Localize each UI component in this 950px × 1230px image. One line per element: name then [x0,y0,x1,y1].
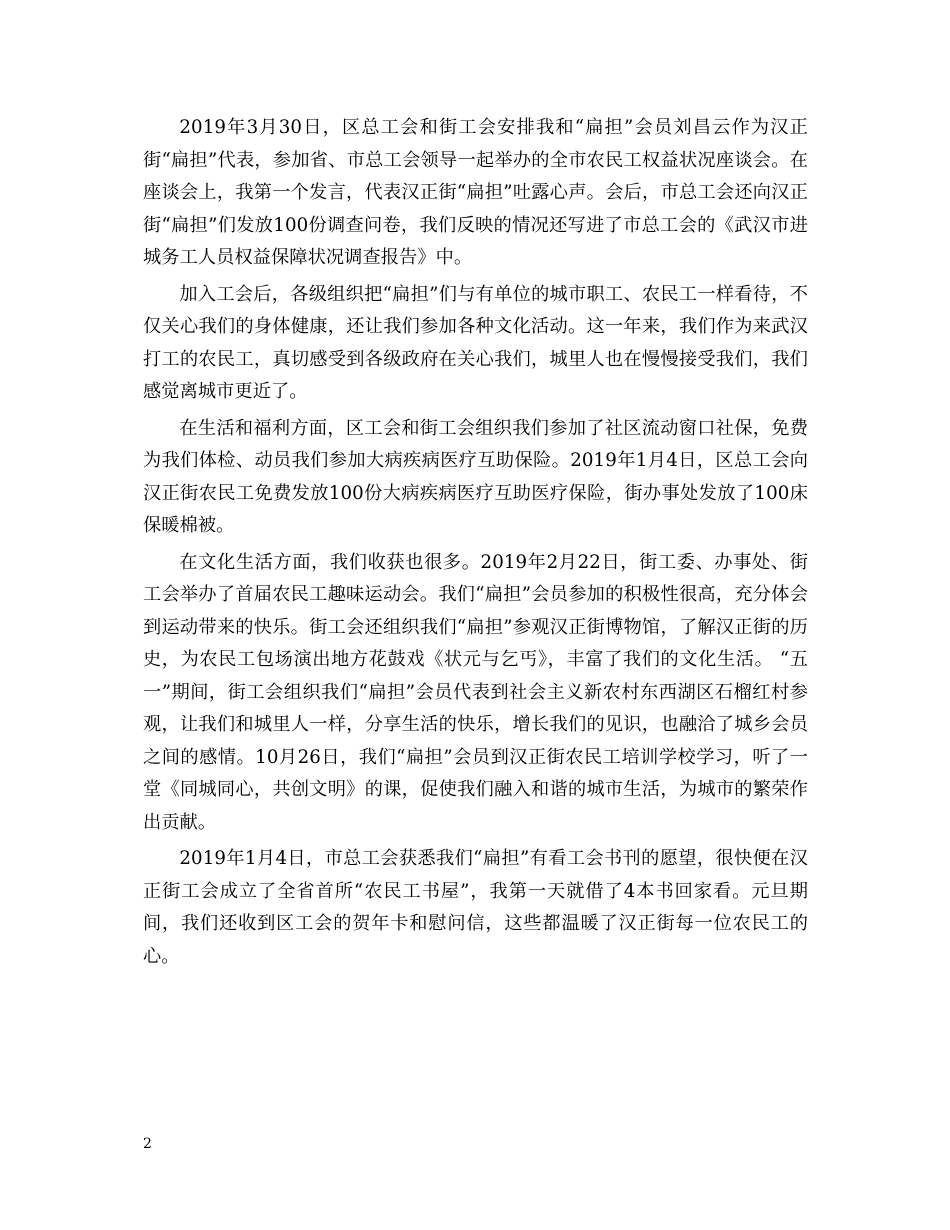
paragraph-2: 加入工会后，各级组织把“扁担”们与有单位的城市职工、农民工一样看待，不仅关心我们的身体健康，还让我们参加各种文化活动。这一年来，我们作为来武汉打工的农民工，真切感受到各级政府在关心我们，城里人也在慢慢接受我们，我们感觉离城市更近了。 [143,283,808,402]
document-body [143,112,808,973]
paragraph-5: 2019年1月4日，市总工会获悉我们“扁担”有看工会书刊的愿望，很快便在汉正街工会成立了全省首所“农民工书屋”，我第一天就借了4本书回家看。元旦期间，我们还收到区工会的贺年卡和慰问信，这些都温暖了汉正街每一位农民工的心。 [143,848,808,967]
page-number: 2 [143,1136,152,1152]
paragraph-3: 在生活和福利方面，区工会和街工会组织我们参加了社区流动窗口社保，免费为我们体检、动员我们参加大病疾病医疗互助保险。2019年1月4日，区总工会向汉正街农民工免费发放100份大病疾病医疗互助医疗保险，街办事处发放了100床保暖棉被。 [143,417,808,536]
paragraph-1: 2019年3月30日，区总工会和街工会安排我和“扁担”会员刘昌云作为汉正街“扁担”代表，参加省、市总工会领导一起举办的全市农民工权益状况座谈会。在座谈会上，我第一个发言，代表汉正街“扁担”吐露心声。会后，市总工会还向汉正街“扁担”们发放100份调查问卷，我们反映的情况还写进了市总工会的《武汉市进城务工人员权益保障状况调查报告》中。 [143,117,808,268]
paragraph-4: 在文化生活方面，我们收获也很多。2019年2月22日，街工委、办事处、街工会举办了首届农民工趣味运动会。我们“扁担”会员参加的积极性很高，充分体会到运动带来的快乐。街工会还组织我们“扁担”参观汉正街博物馆，了解汉正街的历史，为农民工包场演出地方花鼓戏《状元与乞丐》，丰富了我们的文化生活。 “五一”期间，街工会组织我们“扁担”会员代表到社会主义新农村东西湖区石榴红村参观，让我们和城里人一样，分享生活的快乐，增长我们的见识，也融洽了城乡会员之间的感情。10月26日，我们“扁担”会员到汉正街农民工培训学校学习，听了一堂《同城同心，共创文明》的课，促使我们融入和谐的城市生活，为城市的繁荣作出贡献。 [143,551,808,833]
